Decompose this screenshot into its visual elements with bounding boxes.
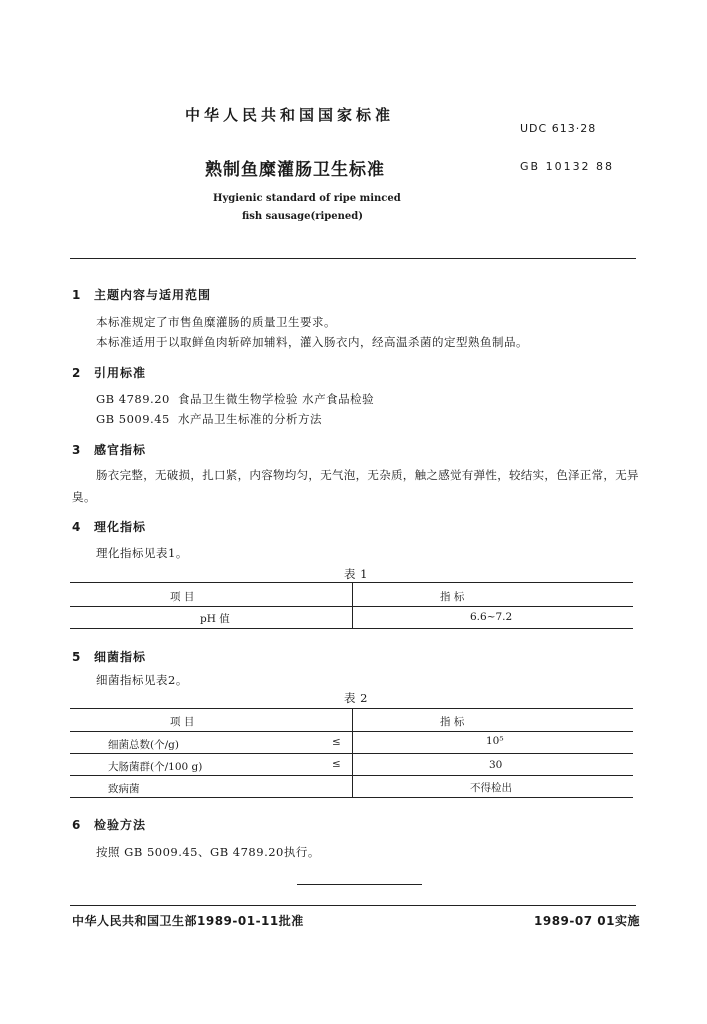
section-4-intro: 理化指标见表1。 xyxy=(96,546,188,560)
section-title: 检验方法 xyxy=(94,818,147,832)
approval-date: 中华人民共和国卫生部1989-01-11批准 xyxy=(72,914,304,928)
table-row-value: 不得检出 xyxy=(470,782,512,794)
table-2-caption: 表 2 xyxy=(344,691,368,705)
table-row-item: 致病菌 xyxy=(108,783,140,795)
section-4-heading xyxy=(72,518,146,535)
section-5-heading xyxy=(72,648,146,665)
section-title: 引用标准 xyxy=(94,366,147,380)
reference-code: GB 5009.45 xyxy=(96,412,170,426)
table-header-index: 指 标 xyxy=(440,716,465,728)
reference-name: 水产品卫生标准的分析方法 xyxy=(178,412,322,426)
end-rule xyxy=(297,884,422,885)
section-1-para-1: 本标准规定了市售鱼糜灌肠的质量卫生要求。 xyxy=(96,315,336,329)
gb-number: GB 10132 88 xyxy=(520,160,615,173)
table-row-item: pH 值 xyxy=(200,613,230,625)
section-number: 5 xyxy=(72,650,82,664)
table-header-item: 项 目 xyxy=(170,591,195,603)
section-3-text-line-1: 肠衣完整，无破损，扎口紧，内容物均匀，无气泡，无杂质，触之感觉有弹性，较结实，色泽正常，无异 xyxy=(96,468,639,482)
section-number: 4 xyxy=(72,520,82,534)
reference-code: GB 4789.20 xyxy=(96,392,170,406)
table-row-item: 大肠菌群(个/100 g) xyxy=(108,761,203,773)
table-row-value: 10⁵ xyxy=(486,735,504,747)
section-2-heading xyxy=(72,364,146,381)
udc-code: UDC 613·28 xyxy=(520,122,597,135)
section-title: 细菌指标 xyxy=(94,650,147,664)
table-2-column-divider xyxy=(352,708,353,797)
table-row-qualifier: ≤ xyxy=(332,758,341,770)
section-3-heading xyxy=(72,441,146,458)
document-title: 熟制鱼糜灌肠卫生标准 xyxy=(205,160,385,180)
table-2-bottom-rule xyxy=(70,797,633,798)
section-number: 2 xyxy=(72,366,82,380)
reference-item xyxy=(96,391,374,407)
section-1-heading xyxy=(72,286,211,303)
section-3-text-line-2: 臭。 xyxy=(72,490,96,504)
english-title-line2: fish sausage(ripened) xyxy=(242,211,364,222)
reference-item xyxy=(96,411,322,427)
english-title-line1: Hygienic standard of ripe minced xyxy=(213,193,401,204)
effective-date: 1989-07 01实施 xyxy=(534,914,640,928)
section-6-text: 按照 GB 5009.45、GB 4789.20执行。 xyxy=(96,845,320,859)
national-standard-heading: 中华人民共和国国家标准 xyxy=(185,106,395,124)
section-number: 3 xyxy=(72,443,82,457)
footer-rule xyxy=(70,905,636,906)
section-1-para-2: 本标准适用于以取鲜鱼肉斩碎加辅料，灌入肠衣内，经高温杀菌的定型熟鱼制品。 xyxy=(96,335,528,349)
table-row-qualifier: ≤ xyxy=(332,736,341,748)
section-title: 主题内容与适用范围 xyxy=(94,288,212,302)
section-number: 1 xyxy=(72,288,82,302)
header-rule xyxy=(70,258,636,259)
table-row-item: 细菌总数(个/g) xyxy=(108,739,179,751)
section-number: 6 xyxy=(72,818,82,832)
table-1-column-divider xyxy=(352,582,353,628)
table-header-index: 指 标 xyxy=(440,591,465,603)
reference-name: 食品卫生微生物学检验 水产食品检验 xyxy=(178,392,375,406)
section-6-heading xyxy=(72,816,146,833)
table-1-caption: 表 1 xyxy=(344,567,368,581)
table-1-bottom-rule xyxy=(70,628,633,629)
section-title: 理化指标 xyxy=(94,520,147,534)
section-5-intro: 细菌指标见表2。 xyxy=(96,673,188,687)
table-row-value: 6.6~7.2 xyxy=(470,611,513,623)
section-title: 感官指标 xyxy=(94,443,147,457)
table-row-value: 30 xyxy=(489,759,503,771)
table-header-item: 项 目 xyxy=(170,716,195,728)
